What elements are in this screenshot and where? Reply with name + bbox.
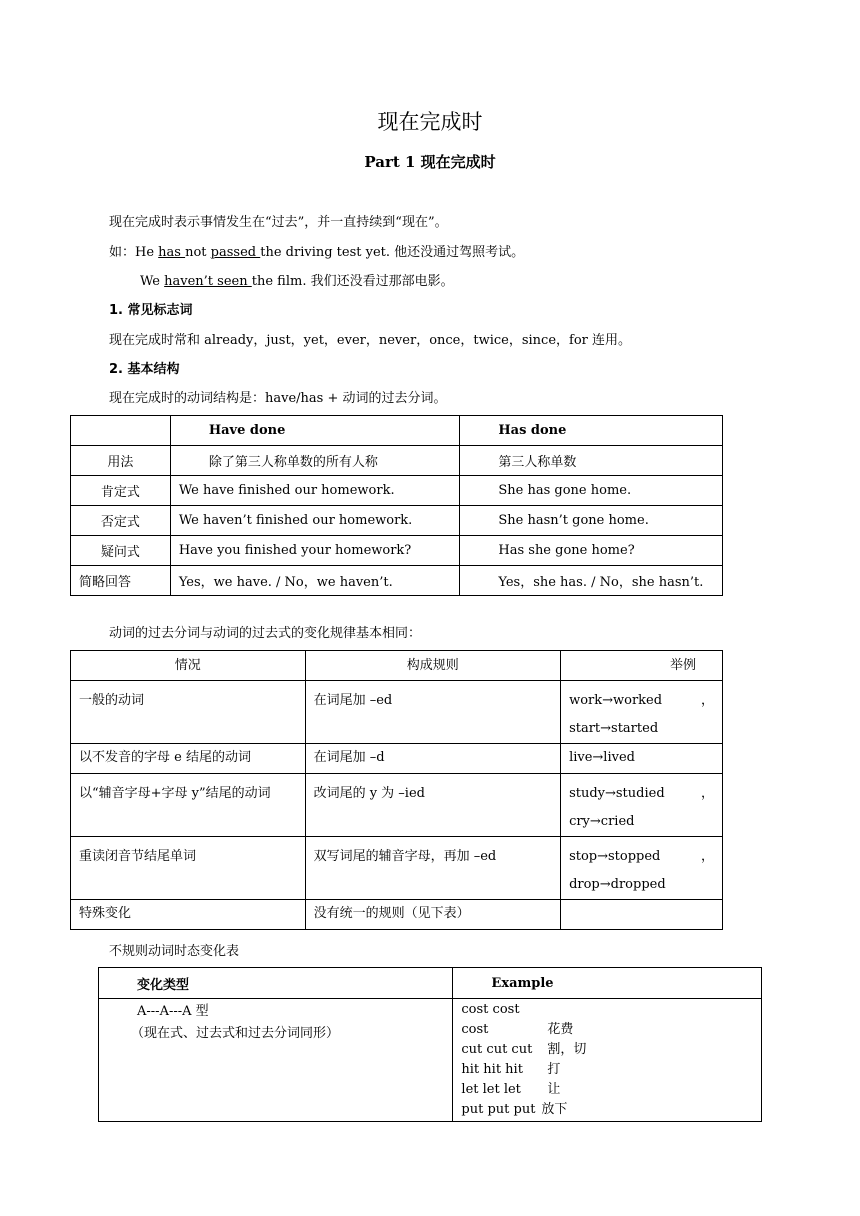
verb-forms: let let let [461,1082,521,1097]
table-cell: She has gone home. [460,476,723,506]
comma: ， [700,693,714,708]
example-prefix: We [140,274,165,289]
example-sentence-2 [140,270,454,289]
table-cell: 除了第三人称单数的所有人称 [170,446,460,476]
example-rest: the driving test yet. 他还没通过驾照考试。 [260,245,525,260]
table-cell: Yes，we have. / No，we haven’t. [170,566,460,596]
table-row [71,681,723,744]
table-cell: 改词尾的 y 为 –ied [305,774,561,837]
example-word: stop→stopped [569,849,661,864]
verb-meaning: 割，切 [547,1042,587,1057]
table-cell [561,774,723,837]
example-prefix: 如：He [109,245,159,260]
example-line [461,1060,753,1080]
page-title: 现在完成时 [377,110,483,134]
example-line [461,1040,753,1060]
table-cell: 一般的动词 [71,681,306,744]
table-cell: 用法 [71,446,171,476]
verb-forms: hit hit hit [461,1062,523,1077]
example-line [461,1000,753,1040]
example-word: study→studied [569,786,665,801]
example-line [461,1100,753,1120]
table-header-row [99,968,762,999]
verb-meaning: 打 [547,1062,561,1077]
table-header-cell: 构成规则 [305,651,561,681]
table-row [71,446,723,476]
table-cell: 否定式 [71,506,171,536]
verb-forms: cut cut cut [461,1042,533,1057]
table-row [71,506,723,536]
structure-table [70,415,723,596]
table-cell: We haven’t finished our homework. [170,506,460,536]
table-cell: 以“辅音字母+字母 y”结尾的动词 [71,774,306,837]
example-sentence-1 [109,241,524,260]
irregular-verbs-table [98,967,762,1122]
table-cell: She hasn’t gone home. [460,506,723,536]
verb-forms: put put put [461,1102,536,1117]
table-header-cell: Example [453,968,762,999]
comma: ， [700,786,714,801]
table-cell: 在词尾加 –d [305,744,561,774]
table-header-cell: Have done [170,416,460,446]
table-header-row [71,651,723,681]
rule-intro: 动词的过去分词与动词的过去式的变化规律基本相同： [109,626,422,641]
table-header-row [71,416,723,446]
comma: ， [700,849,714,864]
table-row [71,744,723,774]
table-cell [561,837,723,900]
example-word: start→started [569,721,659,736]
example-word: drop→dropped [569,877,666,892]
table-row [71,837,723,900]
table-header-cell: 情况 [71,651,306,681]
verb-forms: cost cost cost [461,1002,520,1037]
rules-table [70,650,723,930]
table-cell: 简略回答 [71,566,171,596]
table-row [71,476,723,506]
table-cell: Yes，she has. / No，she hasn’t. [460,566,723,596]
type-description: （现在式、过去式和过去分词同形） [131,1026,340,1041]
verb-meaning: 花费 [547,1022,574,1037]
table-cell: 第三人称单数 [460,446,723,476]
example-not: not [185,245,211,260]
table-cell: 疑问式 [71,536,171,566]
table-cell: live→lived [561,744,723,774]
table-cell: 以不发音的字母 e 结尾的动词 [71,744,306,774]
table-cell [71,416,171,446]
table-cell: 双写词尾的辅音字母，再加 –ed [305,837,561,900]
underlined-havent-seen: haven’t seen [164,274,252,289]
table-row [71,900,723,930]
table-header-cell: Has done [460,416,723,446]
intro-text: 现在完成时表示事情发生在“过去”，并一直持续到“现在”。 [109,215,448,230]
type-label: A---A---A 型 [137,1004,209,1019]
table-cell: 肯定式 [71,476,171,506]
section-2-heading: 2. 基本结构 [109,362,180,377]
section-2-text: 现在完成时的动词结构是：have/has + 动词的过去分词。 [109,391,447,406]
table-cell [99,999,453,1122]
table-cell [561,681,723,744]
example-word: cry→cried [569,814,635,829]
part-heading: Part 1 现在完成时 [364,153,496,171]
example-line [461,1080,753,1100]
verb-meaning: 让 [547,1082,561,1097]
table-cell: We have finished our homework. [170,476,460,506]
table-row [99,999,762,1122]
table-cell: 没有统一的规则（见下表） [305,900,561,930]
table-header-cell: 变化类型 [99,968,453,999]
underlined-passed: passed [210,245,261,260]
section-1-heading: 1. 常见标志词 [109,303,193,318]
table-cell: 重读闭音节结尾单词 [71,837,306,900]
table-cell: Has she gone home? [460,536,723,566]
example-rest: the film. 我们还没看过那部电影。 [251,274,454,289]
table-header-cell: 举例 [561,651,723,681]
table-cell: 特殊变化 [71,900,306,930]
table-cell: Have you finished your homework? [170,536,460,566]
table-cell [453,999,762,1122]
section-1-text: 现在完成时常和 already，just，yet，ever，never，once，twice，since，for 连用。 [109,333,632,348]
verb-meaning: 放下 [541,1102,568,1117]
example-word: work→worked [569,693,663,708]
irregular-title: 不规则动词时态变化表 [109,944,240,959]
table-row [71,774,723,837]
table-cell: 在词尾加 –ed [305,681,561,744]
underlined-has: has [158,245,186,260]
table-cell [561,900,723,930]
table-row [71,566,723,596]
table-row [71,536,723,566]
